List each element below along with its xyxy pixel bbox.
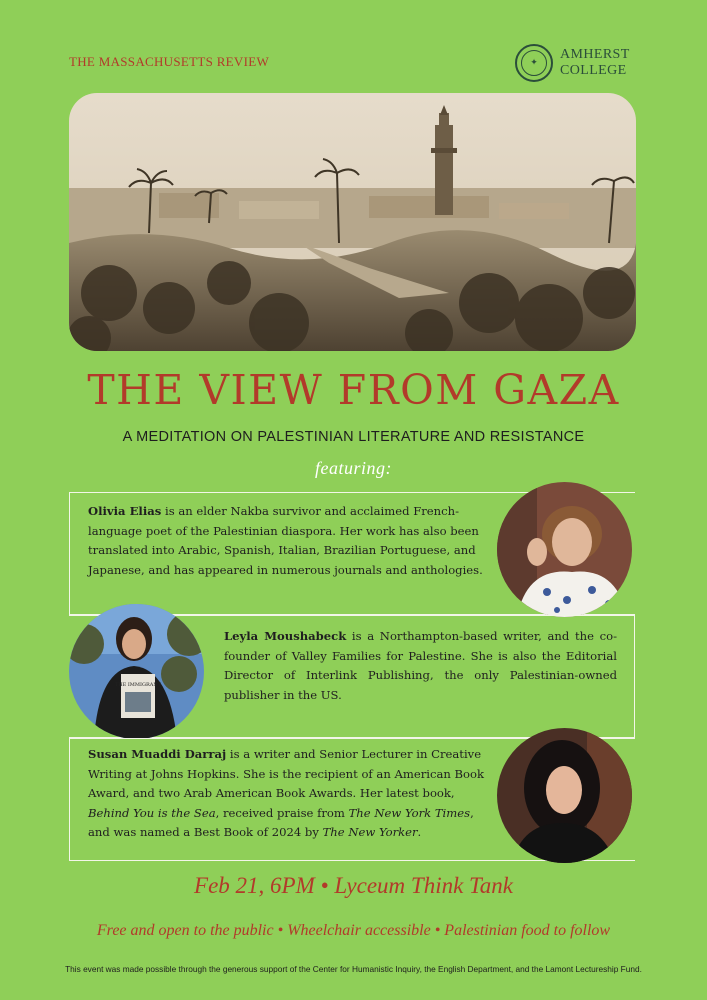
speaker-bio-olivia-elias: Olivia Elias is an elder Nakba survivor and acclaimed French-language poet of the Palestinian diaspora. Her work has also been translated into Arabic, Spanish, Italian, Brazilian Portuguese, and Japanese, and has appeared in numerous journals and anthologies. <box>88 504 483 577</box>
book-cover-title: THE IMMIGRANT <box>114 682 162 688</box>
hero-photo-gaza-landscape <box>69 93 636 351</box>
speaker-bio-susan-muaddi-darraj: Susan Muaddi Darraj is a writer and Senior Lecturer in Creative Writing at Johns Hopkins. She is the recipient of an American Book Award, and two Arab American Book Awards. Her latest book, Behind You is the Sea, received praise from The New York Times, and was named a Best Book of 2024 by The New Yorker. <box>88 747 485 840</box>
speaker-photo-leyla-moushabeck <box>69 604 204 739</box>
outlet-name: The New Yorker <box>322 825 418 840</box>
speaker-name: Susan Muaddi Darraj <box>88 747 227 761</box>
publication-name: THE MASSACHUSETTS REVIEW <box>69 54 270 69</box>
book-title: Behind You is the Sea <box>88 805 216 820</box>
speaker-bio-leyla-moushabeck: Leyla Moushabeck is a Northampton-based writer, and the co-founder of Valley Families for Palestine. She is also the Editorial Director of Interlink Publishing, the only Palestinian-owned publisher in the US. <box>224 629 618 702</box>
speaker-name: Leyla Moushabeck <box>224 629 347 643</box>
speaker-name: Olivia Elias <box>88 504 162 518</box>
college-name-line1: AMHERST <box>560 47 630 62</box>
speaker-photo-olivia-elias <box>497 482 632 617</box>
college-seal-icon: ✦ <box>515 44 553 82</box>
outlet-name: The New York Times <box>348 805 471 820</box>
college-name-line2: COLLEGE <box>560 63 627 78</box>
event-subtitle: A MEDITATION ON PALESTINIAN LITERATURE AND RESISTANCE <box>122 429 585 445</box>
event-title: THE VIEW FROM GAZA <box>87 366 620 414</box>
speaker-photo-susan-muaddi-darraj <box>497 728 632 863</box>
amherst-college-logo <box>515 44 630 82</box>
sponsor-note: This event was made possible through the generous support of the Center for Humanistic Inquiry, the English Department, and the Lamont Lectureship Fund. <box>65 964 642 974</box>
featuring-label: featuring: <box>315 458 392 478</box>
event-details: Free and open to the public • Wheelchair accessible • Palestinian food to follow <box>96 922 611 939</box>
event-date-location: Feb 21, 6PM • Lyceum Think Tank <box>194 873 513 898</box>
